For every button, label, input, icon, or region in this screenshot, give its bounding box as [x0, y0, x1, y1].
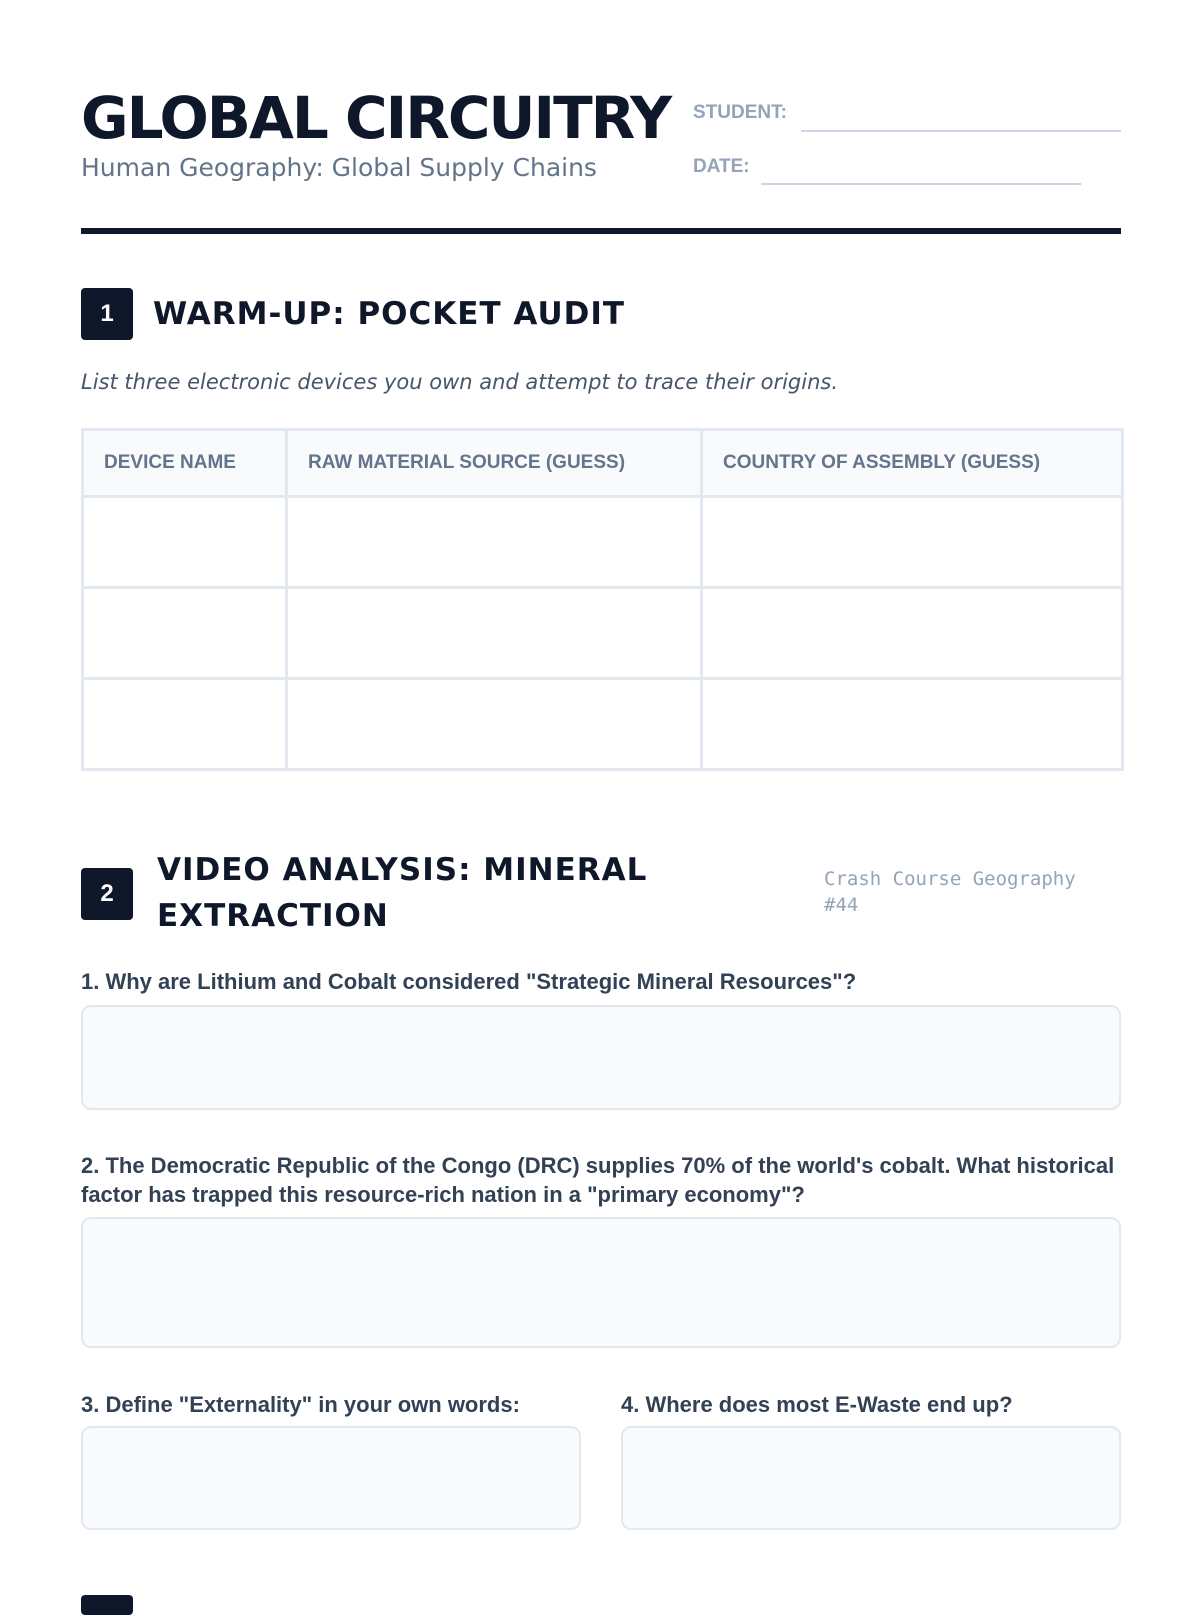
column-header-device-name: DEVICE NAME: [83, 430, 287, 497]
worksheet-subtitle: Human Geography: Global Supply Chains: [81, 153, 597, 182]
table-cell[interactable]: [702, 679, 1123, 770]
answer-box-4[interactable]: [621, 1426, 1121, 1530]
question-4: 4. Where does most E-Waste end up?: [621, 1392, 1013, 1417]
table-cell[interactable]: [702, 497, 1123, 588]
section-2-badge: 2: [81, 868, 133, 920]
section-1-badge: 1: [81, 288, 133, 340]
worksheet-page: [81, 0, 1121, 1600]
column-header-country-of-assembly: COUNTRY OF ASSEMBLY (GUESS): [702, 430, 1123, 497]
table-cell[interactable]: [287, 588, 702, 679]
section-1-instruction: List three electronic devices you own and attempt to trace their origins.: [81, 370, 839, 394]
table-cell[interactable]: [702, 588, 1123, 679]
table-cell[interactable]: [287, 679, 702, 770]
student-label: STUDENT:: [693, 102, 787, 123]
table-cell[interactable]: [287, 497, 702, 588]
date-label: DATE:: [693, 156, 750, 177]
date-field[interactable]: [761, 183, 1081, 185]
table-header-row: [83, 430, 1123, 497]
section-1-title: WARM-UP: POCKET AUDIT: [153, 296, 626, 332]
table-cell[interactable]: [83, 497, 287, 588]
section-2-title: VIDEO ANALYSIS: MINERAL EXTRACTION: [157, 852, 648, 934]
question-2: 2. The Democratic Republic of the Congo (DRC) supplies 70% of the world's cobalt. What historical factor has trapped this resource-rich nation in a "primary economy"?: [81, 1153, 1115, 1207]
table-row: [83, 497, 1123, 588]
question-3: 3. Define "Externality" in your own words:: [81, 1392, 520, 1417]
answer-box-3[interactable]: [81, 1426, 581, 1530]
table-cell[interactable]: [83, 588, 287, 679]
header-divider: [81, 228, 1121, 234]
answer-box-2[interactable]: [81, 1217, 1121, 1348]
worksheet-header: [81, 80, 1121, 190]
answer-box-1[interactable]: [81, 1005, 1121, 1110]
video-source-note: Crash Course Geography #44: [824, 868, 1076, 916]
question-1: 1. Why are Lithium and Cobalt considered "Strategic Mineral Resources"?: [81, 969, 857, 994]
student-name-field[interactable]: [801, 130, 1121, 132]
table-row: [83, 679, 1123, 770]
section-3-badge: [81, 1595, 133, 1615]
worksheet-title: GLOBAL CIRCUITRY: [81, 84, 671, 152]
pocket-audit-table: [81, 428, 1124, 771]
column-header-raw-material-source: RAW MATERIAL SOURCE (GUESS): [287, 430, 702, 497]
table-cell[interactable]: [83, 679, 287, 770]
table-row: [83, 588, 1123, 679]
